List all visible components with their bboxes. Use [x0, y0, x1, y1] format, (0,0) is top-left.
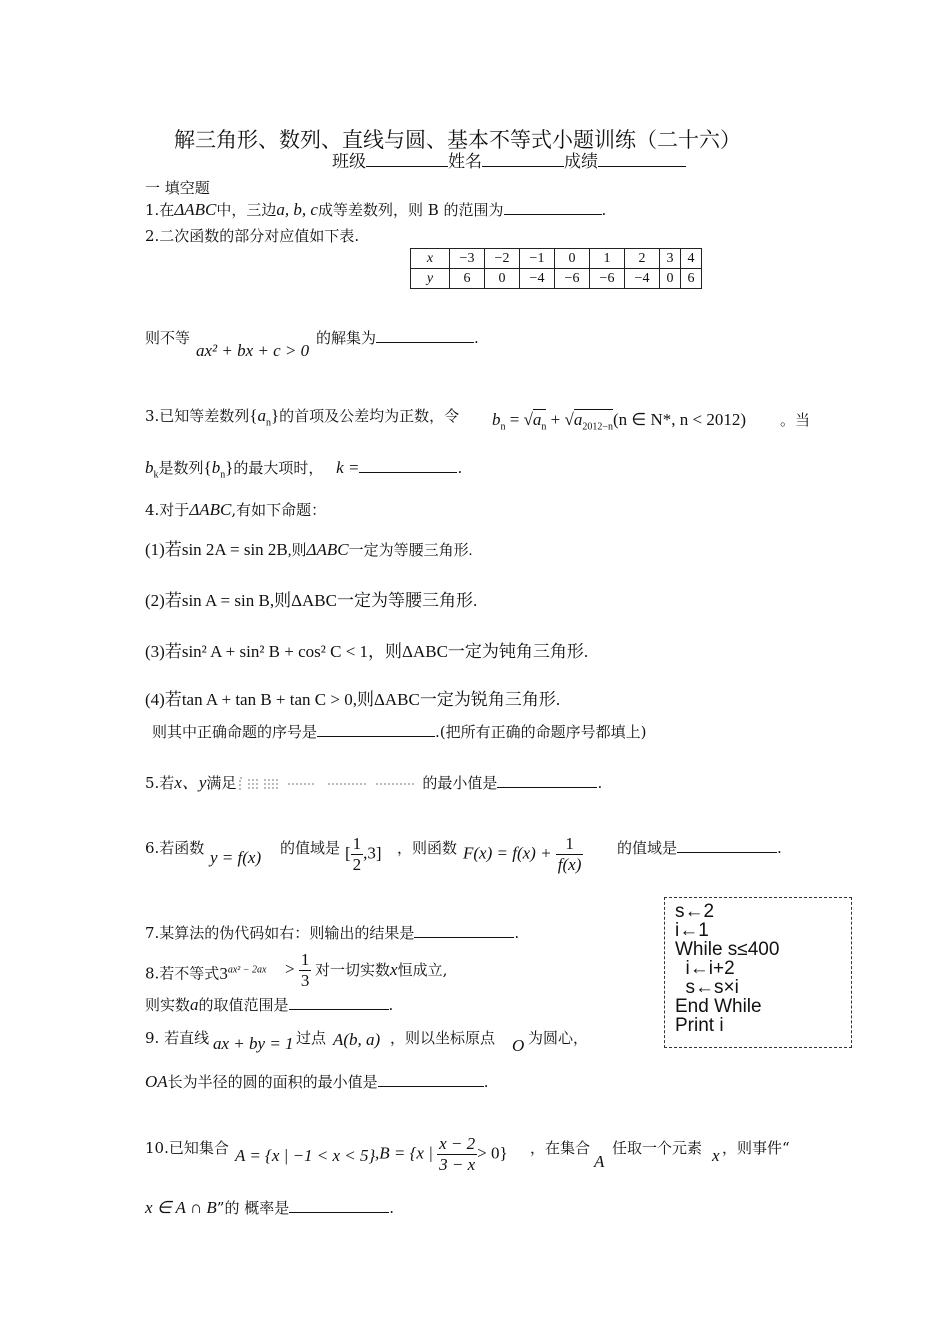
table-row-y: [411, 269, 702, 289]
q8-exp: ax² − 2ax: [227, 964, 267, 975]
header-fields: [332, 152, 686, 172]
q6-tail: [617, 838, 782, 858]
q4-ask-tail: .(把所有正确的命题序号都填上): [435, 723, 647, 741]
q4-p1-expr: sin 2A = sin 2B: [181, 540, 288, 559]
q1-tail: 成等差数列，则 B 的范围为: [317, 201, 504, 219]
q6-f2-expr: F(x) = f(x) +: [463, 843, 552, 863]
code-line: Print i: [675, 1015, 724, 1036]
q9-pre: 9. 若直线: [145, 1029, 210, 1047]
q7-end: .: [514, 924, 520, 942]
q2-ask-tail-text: 的解集为: [316, 329, 377, 347]
q2-ask-tail: [316, 328, 479, 348]
page-title: 解三角形、数列、直线与圆、基本不等式小题训练（二十六）: [174, 128, 741, 152]
score-blank[interactable]: [598, 152, 686, 167]
q4-ask-text: 则其中正确命题的序号是: [152, 723, 318, 741]
table-cell: 3: [660, 249, 681, 269]
question-5: [145, 773, 602, 793]
table-cell: 0: [485, 269, 520, 289]
q4-intro-triangle: ΔABC: [189, 500, 232, 519]
q2-inequality: ax² + bx + c > 0: [196, 341, 310, 360]
table-cell: −2: [485, 249, 520, 269]
name-label: 姓名: [448, 152, 482, 172]
q10-mid: ，在集合: [530, 1139, 591, 1157]
code-line: i←i+2: [675, 958, 735, 979]
code-line: While s≤400: [675, 939, 780, 960]
q10-line2-tail: ”的 概率是: [216, 1199, 290, 1217]
q8-x: x: [390, 960, 398, 979]
q1-vars: a, b, c: [276, 200, 318, 219]
q2-ask-pre: 则不等: [145, 329, 191, 347]
table-cell: −6: [590, 269, 625, 289]
q9-oa: OA: [145, 1072, 168, 1091]
q3-answer-blank[interactable]: [359, 458, 457, 473]
q10-setb-tail: > 0}: [477, 1143, 508, 1163]
table-cell: 0: [660, 269, 681, 289]
q5-pre: 5.若: [145, 774, 175, 792]
table-header-x: x: [411, 249, 450, 269]
q4-proposition-4: (4)若tan A + tan B + tan C > 0,则ΔABC一定为锐角三角形.: [145, 690, 561, 709]
q6-range-num: 1: [352, 834, 362, 853]
question-4: [145, 500, 326, 520]
q1-triangle: ΔABC: [174, 200, 217, 219]
q10-a: A: [594, 1152, 605, 1171]
table-cell: 6: [450, 269, 485, 289]
q10-den: 3 − x: [439, 1155, 476, 1174]
q4-p1-tail: 一定为等腰三角形.: [348, 543, 473, 559]
q3-seq: $\{a_n\}$: [249, 406, 280, 429]
q1-answer-blank[interactable]: [504, 200, 602, 215]
q8-tail-text: 对一切实数: [315, 961, 391, 979]
q5-end: .: [597, 774, 603, 792]
q8-answer-blank[interactable]: [289, 995, 389, 1010]
q8-rhs: [285, 950, 311, 991]
q9-answer-blank[interactable]: [378, 1072, 484, 1087]
q10-mid2: 任取一个元素: [612, 1139, 703, 1157]
q10-num: x − 2: [439, 1134, 476, 1153]
class-label: 班级: [332, 152, 366, 172]
q1-number: 1.在: [145, 201, 175, 219]
q6-range: [ $\frac{1}{2}$ ,3]: [345, 834, 382, 874]
value-table: [410, 248, 702, 289]
code-line: s←s×i: [675, 977, 739, 998]
q6-range-tail: ,3]: [363, 843, 382, 863]
q4-answer-blank[interactable]: [317, 722, 435, 737]
q3-line2-tail: 的最大项时，: [233, 459, 324, 477]
question-3: [145, 406, 459, 433]
q6-f1: y = f(x): [210, 848, 262, 867]
q8-line2-tail: 的取值范围是: [198, 996, 289, 1014]
q8-a: a: [190, 995, 199, 1014]
q3-bk: $b_k$: [145, 458, 159, 481]
q8-den: 3: [300, 971, 310, 990]
q8-tail2: 恒成立,: [397, 961, 448, 979]
section-heading: 一 填空题: [145, 179, 210, 197]
q5-constraint-image: [236, 776, 422, 792]
name-blank[interactable]: [482, 152, 564, 167]
q3-seq-var: a: [257, 406, 266, 425]
q4-intro-tail: ,有如下命题：: [231, 501, 327, 519]
pseudocode-box: [664, 897, 852, 1048]
q9-end: .: [483, 1073, 489, 1091]
q4-p1-pre: (1)若: [145, 540, 182, 559]
table-row-x: [411, 249, 702, 269]
q3-def: (n ∈ N*, n < 2012): [612, 410, 746, 429]
q6-f2: [463, 834, 583, 875]
q6-tail-text: 的值域是: [617, 839, 678, 857]
class-blank[interactable]: [366, 152, 448, 167]
q3-end: .: [457, 459, 463, 477]
q3-seq2: $\{b_n\}$: [203, 458, 234, 481]
q6-f2-fraction: [556, 834, 584, 875]
table-cell: 6: [681, 269, 702, 289]
q9-mid: 过点: [296, 1029, 327, 1047]
q8-pre: 8.若不等式: [145, 964, 220, 983]
question-6: [145, 838, 204, 858]
q3-line2-pre: 是数列: [158, 459, 204, 477]
table-cell: 0: [555, 249, 590, 269]
q5-tail: 的最小值是: [422, 774, 498, 792]
q8-line2-pre: 则实数: [145, 996, 191, 1014]
code-line: s←2: [675, 901, 715, 922]
q3-pre: 3.已知等差数列: [145, 407, 250, 425]
table-cell: 4: [681, 249, 702, 269]
q10-set-b: [375, 1134, 508, 1175]
q8-num: 1: [300, 950, 310, 969]
q6-pre: 6.若函数: [145, 839, 205, 857]
table-cell: 1: [590, 249, 625, 269]
q1-end: .: [601, 201, 607, 219]
q3-definition: $b_n = √a_n + √a_{2012-n}(n$ ∈ N*, n < 2012): [492, 410, 746, 433]
q4-proposition-2: (2)若sin A = sin B,则ΔABC一定为等腰三角形.: [145, 591, 478, 610]
q9-line2: [145, 1072, 488, 1092]
q3-line2: [145, 458, 462, 485]
q6-end: .: [777, 839, 782, 857]
q9-mid2: ，则以坐标原点: [390, 1029, 496, 1047]
q8-tail: [315, 960, 447, 980]
q10-setb-pre: ,B = {x |: [375, 1143, 433, 1163]
q10-line2: [145, 1198, 394, 1218]
q10-end: .: [389, 1199, 395, 1217]
question-8: [145, 960, 266, 984]
table-cell: −4: [520, 269, 555, 289]
question-10: [145, 1138, 229, 1158]
q5-mid: 满足: [206, 774, 237, 792]
q4-p1-mid: ,则: [287, 543, 307, 559]
q6-range-fraction: [351, 834, 364, 875]
table-cell: −6: [555, 269, 590, 289]
q10-x: x: [712, 1146, 720, 1165]
q2-answer-blank[interactable]: [376, 328, 474, 343]
q4-ask: [152, 722, 647, 742]
q10-pre: 10.已知集合: [145, 1139, 229, 1157]
q6-answer-blank[interactable]: [677, 838, 777, 853]
q6-f2-den: f(x): [557, 855, 582, 874]
q4-intro-pre: 4.对于: [145, 501, 190, 519]
q8-gt: >: [285, 959, 295, 979]
q6-mid2: ，则函数: [397, 839, 458, 857]
q9-origin: O: [512, 1036, 525, 1055]
table-cell: −4: [625, 269, 660, 289]
q2-end: .: [474, 329, 479, 347]
q9-line2-tail: 长为半径的圆的面积的最小值是: [167, 1073, 378, 1091]
question-7: [145, 923, 519, 943]
question-1: [145, 200, 606, 220]
q4-proposition-3: (3)若sin² A + sin² B + cos² C < 1，则ΔABC一定为钝角三角形.: [145, 642, 589, 661]
q5-answer-blank[interactable]: [497, 773, 597, 788]
q8-power: [219, 964, 266, 983]
q2-ask-line: [145, 328, 190, 348]
q5-vars: x、y: [174, 773, 207, 792]
table-cell: −1: [520, 249, 555, 269]
q6-mid: 的值域是: [280, 839, 341, 857]
q8-base: 3: [219, 963, 228, 983]
q9-point: A(b, a): [333, 1030, 381, 1049]
q8-line2: [145, 995, 393, 1015]
q6-range-den: 2: [352, 855, 362, 874]
q3-k: k =: [336, 458, 360, 477]
question-9: [145, 1028, 209, 1048]
question-2: 2.二次函数的部分对应值如下表.: [145, 227, 360, 245]
q10-answer-blank[interactable]: [289, 1198, 389, 1213]
q8-end: .: [388, 996, 394, 1014]
q3-mid: 的首项及公差均为正数，令: [279, 407, 460, 425]
q10-event: x ∈ A ∩ B: [145, 1198, 217, 1217]
score-label: 成绩: [564, 152, 598, 172]
table-cell: −3: [450, 249, 485, 269]
q4-p1-triangle: ΔABC: [306, 540, 349, 559]
q10-tail: ，则事件“: [722, 1139, 790, 1157]
q9-tail: 为圆心，: [528, 1029, 589, 1047]
q1-text: 中，三边: [216, 201, 277, 219]
code-line: End While: [675, 996, 762, 1017]
q9-line-eq: ax + by = 1: [213, 1034, 294, 1053]
q10-set-a: A = {x | −1 < x < 5}: [235, 1146, 376, 1165]
q5-constraint-glyph: [236, 776, 422, 792]
q10-fraction: [437, 1134, 477, 1175]
table-header-y: y: [411, 269, 450, 289]
q7-answer-blank[interactable]: [414, 923, 514, 938]
q6-f2-num: 1: [556, 834, 584, 855]
q7-text: 7.某算法的伪代码如右：则输出的结果是: [145, 924, 415, 942]
q8-fraction: [299, 950, 312, 991]
q3-tail: 。当: [780, 411, 811, 429]
table-cell: 2: [625, 249, 660, 269]
code-line: i←1: [675, 920, 709, 941]
q3-seq2-var: b: [211, 458, 221, 477]
q4-proposition-1: [145, 535, 472, 561]
